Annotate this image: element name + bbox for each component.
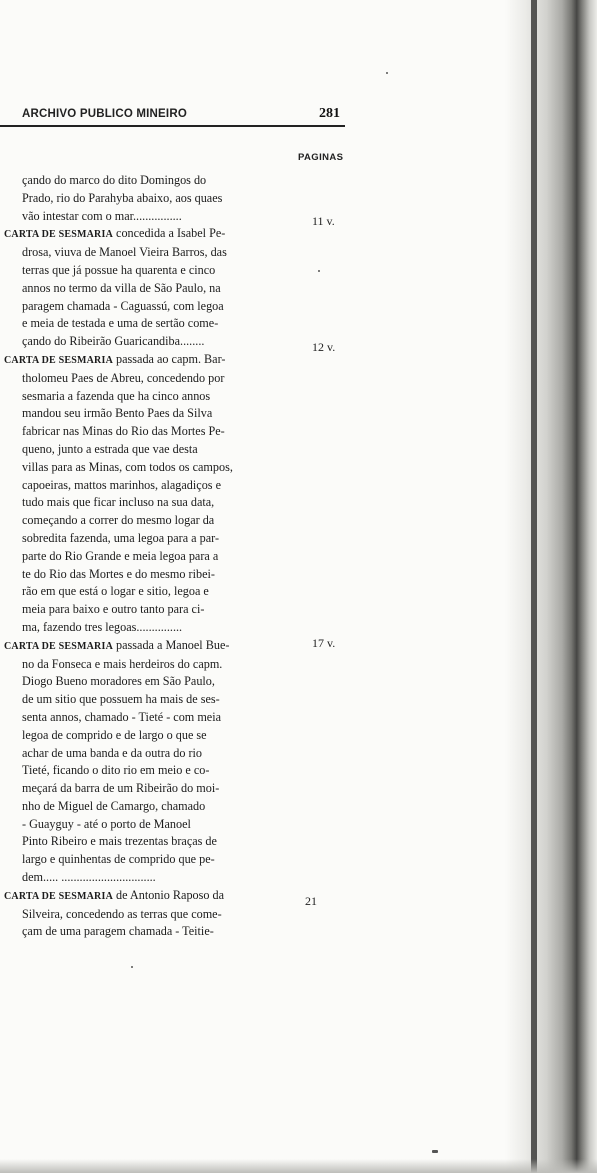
text-line: largo e quinhentas de comprido que pe-	[22, 852, 215, 867]
text-line: no da Fonseca e mais herdeiros do capm.	[22, 656, 223, 671]
text-line: queno, junto a estrada que vae desta	[22, 441, 198, 456]
entry-manoel-bueno	[0, 637, 285, 887]
text-line: Prado, rio do Parahyba abaixo, aos quaes	[22, 190, 223, 205]
text-line: terras que já possue ha quarenta e cinco	[22, 262, 216, 277]
text-line: nho de Miguel de Camargo, chamado	[22, 798, 206, 813]
page-ref: 12 v.	[312, 340, 336, 354]
text-line: villas para as Minas, com todos os campos,	[22, 459, 233, 474]
text-line: çam de uma paragem chamada - Teitie-	[22, 924, 214, 939]
paper-speck	[318, 270, 320, 272]
text-line: sesmaria a fazenda que ha cinco annos	[22, 388, 211, 403]
body-text	[0, 172, 285, 941]
text-line: CARTA DE SESMARIA passada a Manoel Bue-	[4, 637, 230, 652]
text-line: meia para baixo e outro tanto para ci-	[22, 602, 205, 617]
header-rule	[0, 125, 345, 127]
text-line: mandou seu irmão Bento Paes da Silva	[22, 406, 213, 421]
text-line: te do Rio das Mortes e do mesmo ribei-	[22, 566, 215, 581]
text-line: Pinto Ribeiro e mais trezentas braças de	[22, 834, 217, 849]
text-line: paragem chamada - Caguassú, com legoa	[22, 298, 224, 313]
text-line: meçará da barra de um Ribeirão do moi-	[22, 781, 220, 796]
text-line: fabricar nas Minas do Rio das Mortes Pe-	[22, 424, 225, 439]
text-line: annos no termo da villa de São Paulo, na	[22, 280, 221, 295]
page-number: 281	[319, 106, 340, 121]
text-line: tudo mais que ficar incluso na sua data,	[22, 495, 215, 510]
page-binding-shadow	[505, 0, 597, 1173]
text-line: Diogo Bueno moradores em São Paulo,	[22, 674, 215, 689]
entry-antonio-raposo	[0, 887, 285, 941]
page-ref: 17 v.	[312, 636, 336, 650]
text-line: CARTA DE SESMARIA concedida a Isabel Pe-	[4, 226, 226, 241]
text-line: ma, fazendo tres legoas...............	[22, 619, 183, 634]
text-line: e meia de testada e uma de sertão come-	[22, 316, 219, 331]
text-line: vão intestar com o mar................	[22, 208, 182, 223]
entry-continuation	[0, 172, 285, 225]
text-line: dem..... ...............................	[22, 870, 156, 885]
text-line: Silveira, concedendo as terras que come-	[22, 906, 222, 921]
text-line: começando a correr do mesmo logar da	[22, 513, 215, 528]
entry-isabel-pedrosa	[0, 225, 285, 351]
text-line: senta annos, chamado - Tieté - com meia	[22, 709, 222, 724]
paper-speck	[432, 1150, 438, 1153]
text-line: CARTA DE SESMARIA passada ao capm. Bar-	[4, 351, 226, 366]
paper-speck	[131, 966, 133, 968]
text-line: tholomeu Paes de Abreu, concedendo por	[22, 370, 225, 385]
text-line: - Guayguy - até o porto de Manoel	[22, 816, 191, 831]
text-line: CARTA DE SESMARIA de Antonio Raposo da	[4, 887, 225, 902]
entry-lead: CARTA DE SESMARIA	[4, 229, 113, 241]
entry-lead: CARTA DE SESMARIA	[4, 890, 113, 902]
entry-bartholomeu-paes	[0, 351, 285, 637]
text-line: çando do marco do dito Domingos do	[22, 173, 207, 187]
text-line: capoeiras, mattos marinhos, alagadiços e	[22, 477, 221, 492]
text-line: drosa, viuva de Manoel Vieira Barros, das	[22, 245, 227, 260]
text-line: çando do Ribeirão Guaricandiba........	[22, 334, 205, 349]
text-line: parte do Rio Grande e meia legoa para a	[22, 548, 219, 563]
text-line: legoa de comprido e de largo o que se	[22, 727, 207, 742]
text-line: achar de uma banda e da outra do rio	[22, 745, 203, 760]
text-line: Tieté, ficando o dito rio em meio e co-	[22, 763, 210, 778]
entry-lead: CARTA DE SESMARIA	[4, 354, 113, 366]
running-title: ARCHIVO PUBLICO MINEIRO	[22, 108, 187, 120]
pages-column-heading: PAGINAS	[298, 152, 344, 163]
text-line: rão em que está o logar e sitio, legoa e	[22, 584, 209, 599]
page-ref: 21	[305, 894, 317, 908]
page-binding-gutter	[531, 0, 537, 1173]
paper-speck	[386, 72, 388, 74]
text-line: de um sitio que possuem ha mais de ses-	[22, 692, 220, 707]
page-bottom-edge	[0, 1159, 597, 1173]
text-line: sobredita fazenda, uma legoa para a par-	[22, 530, 220, 545]
entry-lead: CARTA DE SESMARIA	[4, 640, 113, 652]
page-ref: 11 v.	[312, 214, 335, 228]
